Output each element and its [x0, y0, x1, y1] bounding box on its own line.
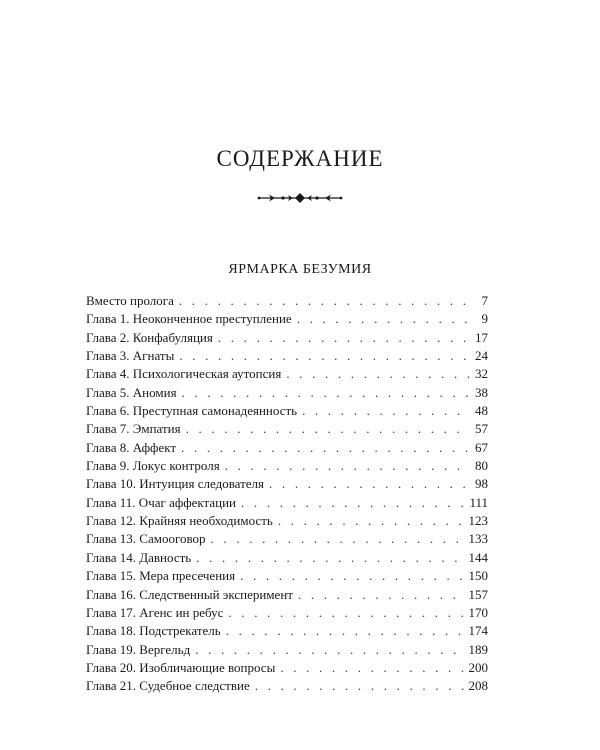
section-title: ЯРМАРКА БЕЗУМИЯ — [228, 262, 372, 277]
toc-dot-leader — [286, 365, 470, 383]
toc-dot-leader — [278, 512, 465, 530]
toc-entry-label: Глава 2. Конфабуляция — [86, 329, 213, 345]
toc-entry-label: Глава 20. Изобличающие вопросы — [86, 659, 276, 675]
toc-entry-page: 133 — [468, 531, 488, 547]
toc-entry — [86, 659, 488, 677]
toc-entry — [86, 622, 488, 640]
toc-entry-page: 32 — [475, 366, 488, 382]
toc-dot-leader — [280, 659, 464, 677]
toc-entry-label: Глава 1. Неоконченное преступление — [86, 311, 292, 327]
toc-entry — [86, 567, 488, 585]
toc-entry-label: Глава 5. Аномия — [86, 384, 177, 400]
toc-entry — [86, 475, 488, 493]
toc-dot-leader — [241, 494, 465, 512]
toc-dot-leader — [182, 384, 470, 402]
toc-entry-page: 57 — [475, 421, 488, 437]
toc-entry-label: Глава 12. Крайняя необходимость — [86, 513, 273, 529]
toc-entry — [86, 402, 488, 420]
toc-dot-leader — [211, 530, 465, 548]
toc-entry-page: 80 — [475, 458, 488, 474]
toc-dot-leader — [269, 475, 470, 493]
toc-entry-page: 174 — [468, 623, 488, 639]
toc-entry-label: Глава 10. Интуиция следователя — [86, 476, 265, 492]
toc-entry — [86, 329, 488, 347]
toc-entry-label: Глава 3. Агнаты — [86, 348, 175, 364]
toc-dot-leader — [255, 677, 465, 695]
toc-entry-label: Глава 18. Подстрекатель — [86, 623, 221, 639]
toc-entry-page: 38 — [475, 384, 488, 400]
toc-entry-page: 9 — [481, 311, 488, 327]
toc-entry-page: 123 — [468, 513, 488, 529]
toc-entry-label: Глава 21. Судебное следствие — [86, 678, 250, 694]
toc-entry-label: Глава 7. Эмпатия — [86, 421, 181, 437]
toc-entry-page: 48 — [475, 403, 488, 419]
toc-entry — [86, 420, 488, 438]
toc-entry — [86, 365, 488, 383]
toc-dot-leader — [297, 310, 470, 328]
toc-entry-label: Глава 14. Давность — [86, 549, 192, 565]
toc-entry — [86, 641, 488, 659]
toc-entry — [86, 586, 488, 604]
toc-entry — [86, 384, 488, 402]
toc-entry-label: Глава 16. Следственный эксперимент — [86, 586, 293, 602]
toc-dot-leader — [240, 567, 464, 585]
toc-entry — [86, 677, 488, 695]
toc-entry — [86, 457, 488, 475]
toc-dot-leader — [218, 329, 470, 347]
toc-entry-label: Глава 19. Вергельд — [86, 641, 191, 657]
toc-entry-page: 111 — [469, 494, 488, 510]
toc-entry-page: 17 — [475, 329, 488, 345]
toc-dot-leader — [186, 420, 470, 438]
toc-dot-leader — [298, 586, 465, 604]
toc-entry-page: 144 — [468, 549, 488, 565]
toc-entry-label: Глава 4. Психологическая аутопсия — [86, 366, 282, 382]
toc-dot-leader — [225, 457, 470, 475]
toc-entry — [86, 347, 488, 365]
toc-dot-leader — [195, 641, 464, 659]
toc-entry-label: Глава 13. Самооговор — [86, 531, 206, 547]
toc-entry-page: 157 — [468, 586, 488, 602]
toc-entry-label: Вместо пролога — [86, 293, 174, 308]
toc-entry — [86, 604, 488, 622]
flourish-divider-icon — [255, 190, 345, 206]
table-of-contents — [86, 292, 488, 696]
toc-entry-label: Глава 9. Локус контроля — [86, 458, 220, 474]
toc-dot-leader — [302, 402, 470, 420]
toc-entry — [86, 439, 488, 457]
toc-entry-label: Глава 15. Мера пресечения — [86, 568, 236, 584]
toc-entry-page: 208 — [468, 678, 488, 694]
toc-entry-page: 7 — [481, 293, 488, 308]
toc-entry — [86, 530, 488, 548]
toc-entry-page: 170 — [468, 604, 488, 620]
toc-entry-page: 98 — [475, 476, 488, 492]
toc-entry-page: 189 — [468, 641, 488, 657]
toc-entry — [86, 310, 488, 328]
toc-entry-page: 67 — [475, 439, 488, 455]
toc-entry-label: Глава 11. Очаг аффектации — [86, 494, 237, 510]
toc-dot-leader — [179, 292, 470, 310]
toc-dot-leader — [179, 347, 470, 365]
toc-dot-leader — [196, 549, 464, 567]
toc-dot-leader — [226, 622, 465, 640]
toc-entry-label: Глава 6. Преступная самонадеянность — [86, 403, 298, 419]
toc-entry-label: Глава 17. Агенс ин ребус — [86, 604, 224, 620]
page-title: СОДЕРЖАНИЕ — [216, 146, 384, 171]
toc-entry-page: 200 — [468, 659, 488, 675]
toc-entry — [86, 549, 488, 567]
toc-entry — [86, 292, 488, 310]
toc-entry-label: Глава 8. Аффект — [86, 439, 177, 455]
toc-entry — [86, 512, 488, 530]
toc-entry — [86, 494, 488, 512]
toc-dot-leader — [181, 439, 470, 457]
toc-entry-page: 24 — [475, 348, 488, 364]
toc-entry-page: 150 — [468, 568, 488, 584]
toc-dot-leader — [228, 604, 464, 622]
